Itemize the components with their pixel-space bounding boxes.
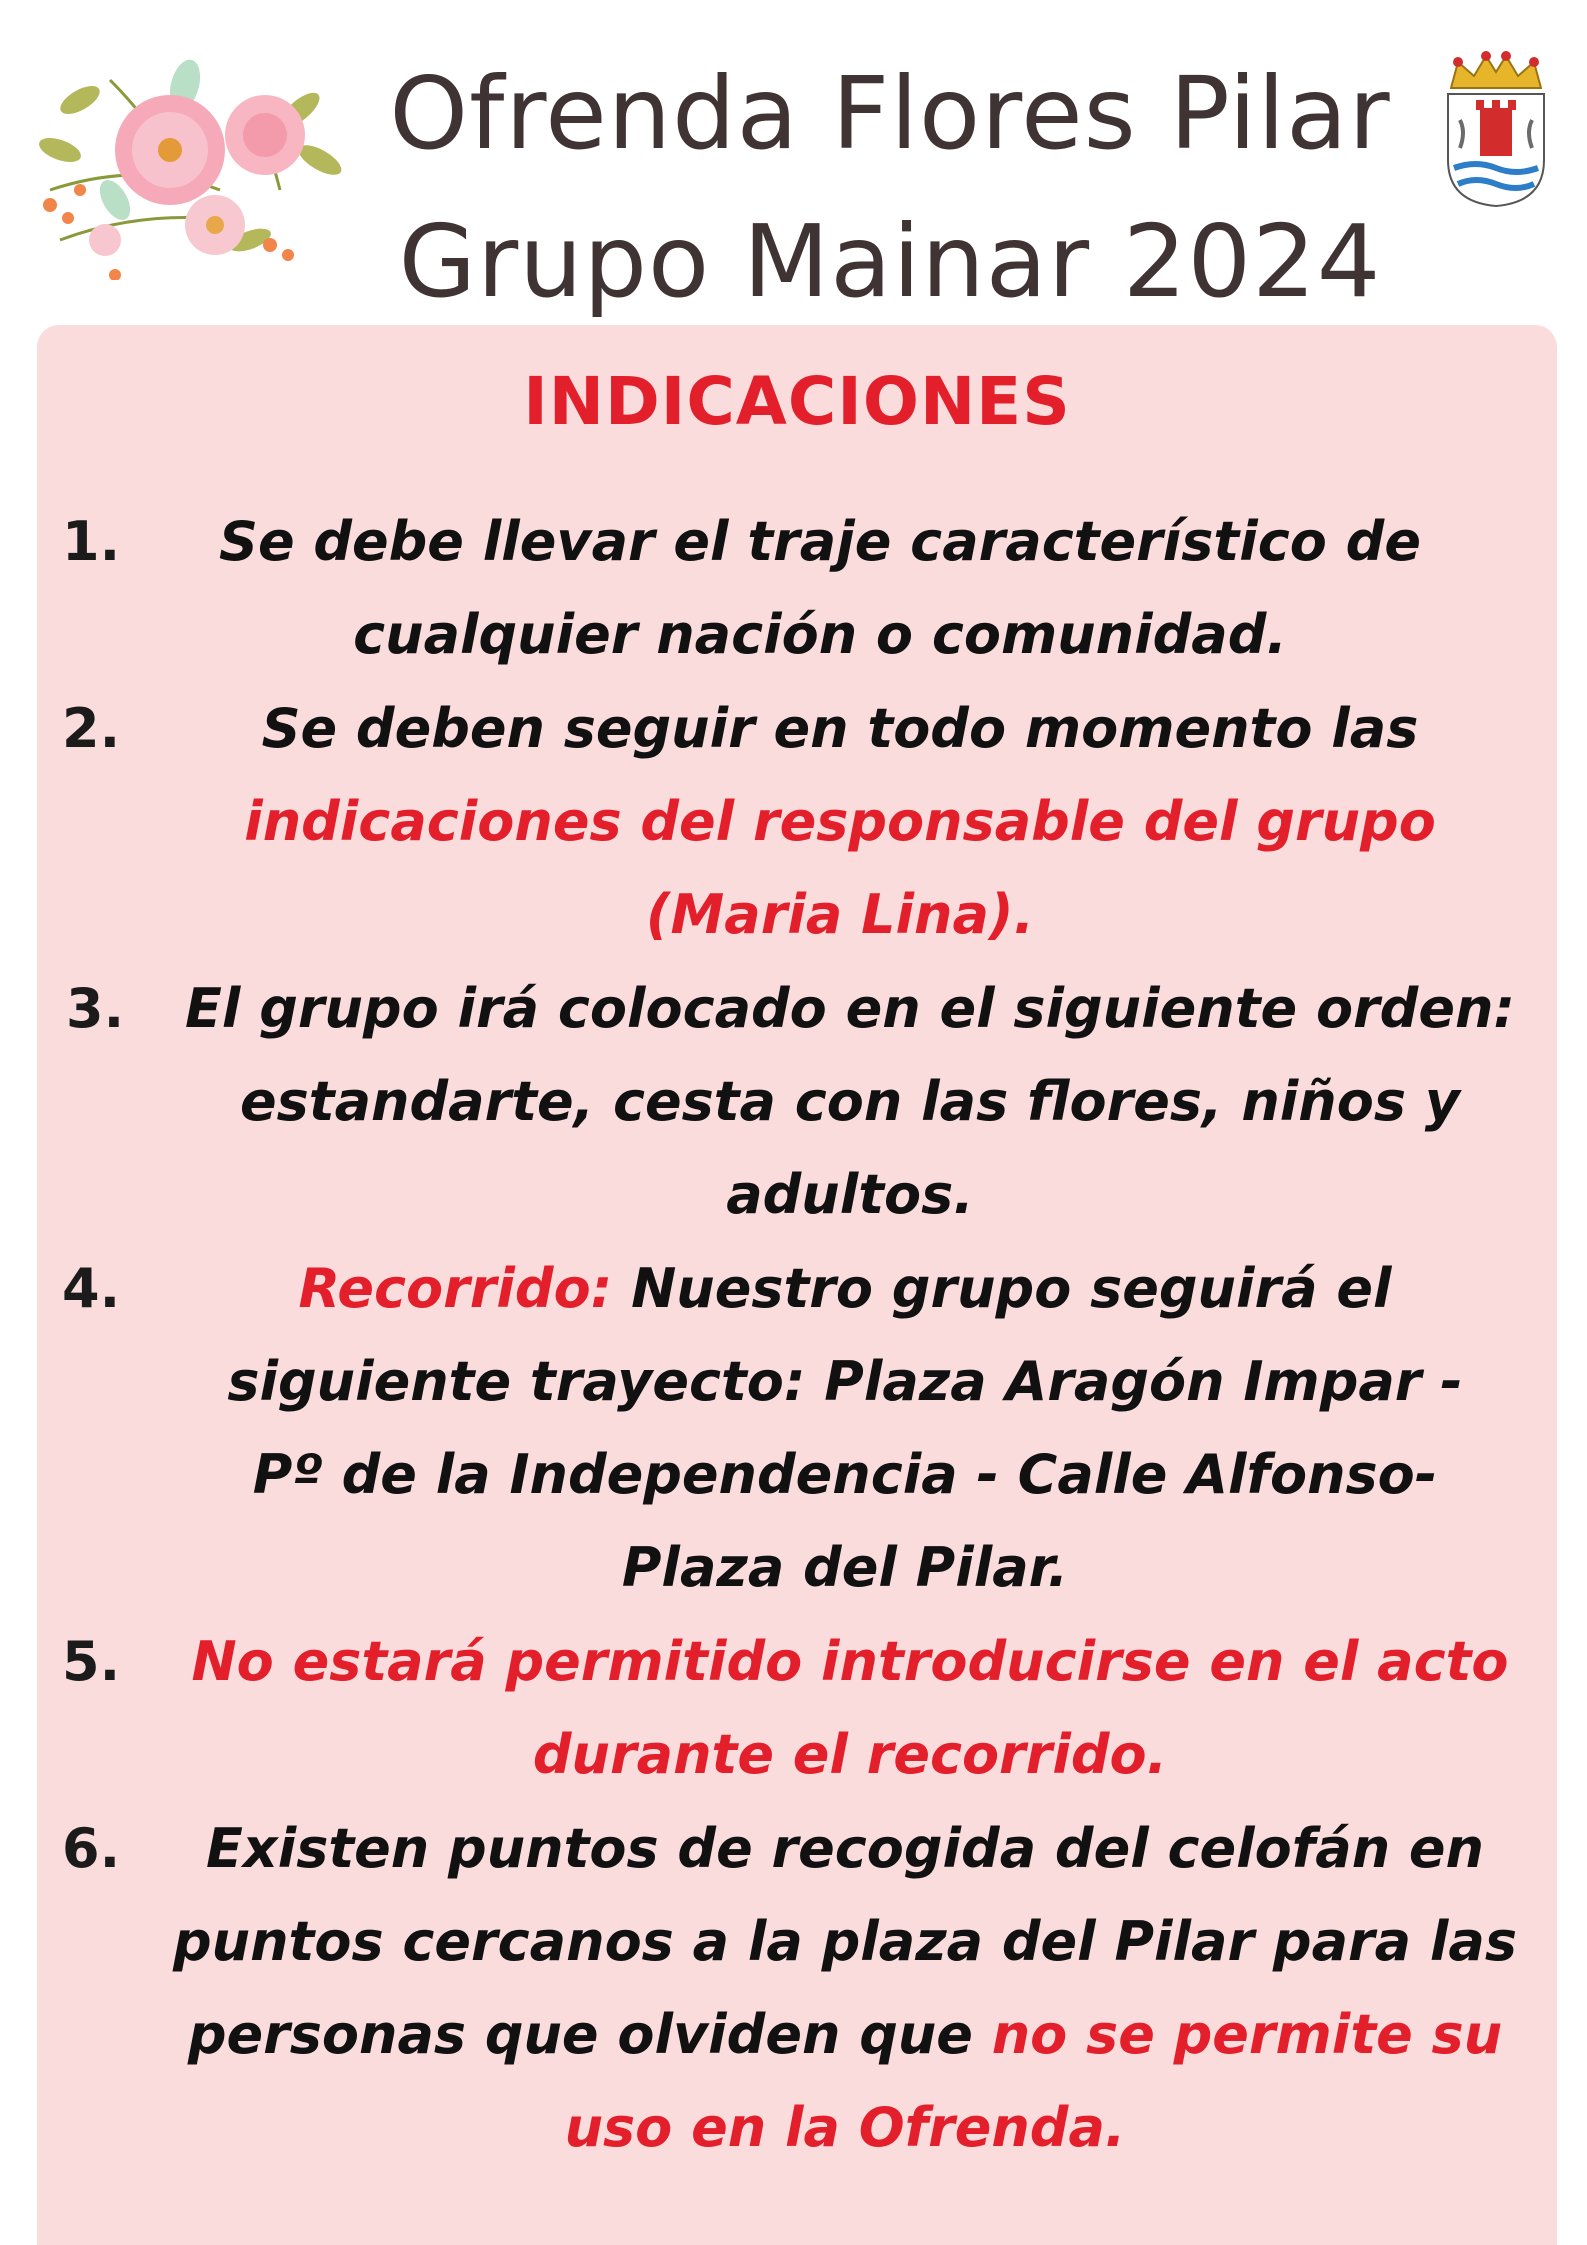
item-2-line-3: (Maria Lina).: [645, 883, 1035, 946]
item-4-line-1-rest: Nuestro grupo seguirá el: [612, 1257, 1392, 1320]
item-3-line-3: adultos.: [726, 1163, 974, 1226]
item-1-line-2: cualquier nación o comunidad.: [353, 603, 1287, 666]
item-6-line-3: [125, 1988, 1565, 2081]
item-5-line-1: No estará permitido introducirse en el acto: [191, 1630, 1509, 1693]
item-6-line-1: Existen puntos de recogida del celofán en: [205, 1817, 1485, 1880]
page-title: [330, 40, 1450, 336]
instructions-heading: INDICACIONES: [523, 363, 1071, 440]
list-item-4: [150, 1242, 1540, 1614]
item-2-line-1: Se deben seguir en todo momento las: [261, 697, 1419, 760]
item-6-line-4: uso en la Ofrenda.: [564, 2096, 1126, 2159]
item-4-line-1: [150, 1242, 1540, 1335]
item-number-6: 6.: [62, 1817, 121, 1880]
title-line-2: Grupo Mainar 2024: [398, 203, 1382, 320]
item-3-line-2: estandarte, cesta con las flores, niños y: [240, 1070, 1460, 1133]
flower-bouquet-icon: [20, 40, 380, 280]
item-number-1: 1.: [62, 510, 121, 573]
list-item-3: [135, 962, 1565, 1241]
list-item-2: [150, 682, 1530, 961]
item-5-line-2: durante el recorrido.: [532, 1723, 1168, 1786]
item-1-line-1: Se debe llevar el traje característico de: [219, 510, 1421, 573]
title-line-1: Ofrenda Flores Pilar: [389, 55, 1391, 172]
item-number-5: 5.: [62, 1630, 121, 1693]
item-6-line-3-red: no se permite su: [991, 2003, 1503, 2066]
item-4-line-3: Pº de la Independencia - Calle Alfonso-: [252, 1443, 1438, 1506]
list-item-1: [150, 495, 1490, 681]
municipal-coat-of-arms-icon: [1436, 50, 1556, 210]
item-number-3: 3.: [66, 977, 125, 1040]
item-4-line-2: siguiente trayecto: Plaza Aragón Impar -: [227, 1350, 1463, 1413]
item-6-line-3-black: personas que olviden que: [187, 2003, 992, 2066]
item-number-4: 4.: [62, 1257, 121, 1320]
list-item-5: [135, 1615, 1565, 1801]
item-4-line-4: Plaza del Pilar.: [621, 1536, 1069, 1599]
route-label: Recorrido:: [298, 1257, 613, 1320]
item-3-line-1: El grupo irá colocado en el siguiente orden:: [185, 977, 1515, 1040]
item-number-2: 2.: [62, 697, 121, 760]
list-item-6: [125, 1802, 1565, 2174]
item-2-line-2: indicaciones del responsable del grupo: [244, 790, 1436, 853]
item-6-line-2: puntos cercanos a la plaza del Pilar para las: [173, 1910, 1517, 1973]
